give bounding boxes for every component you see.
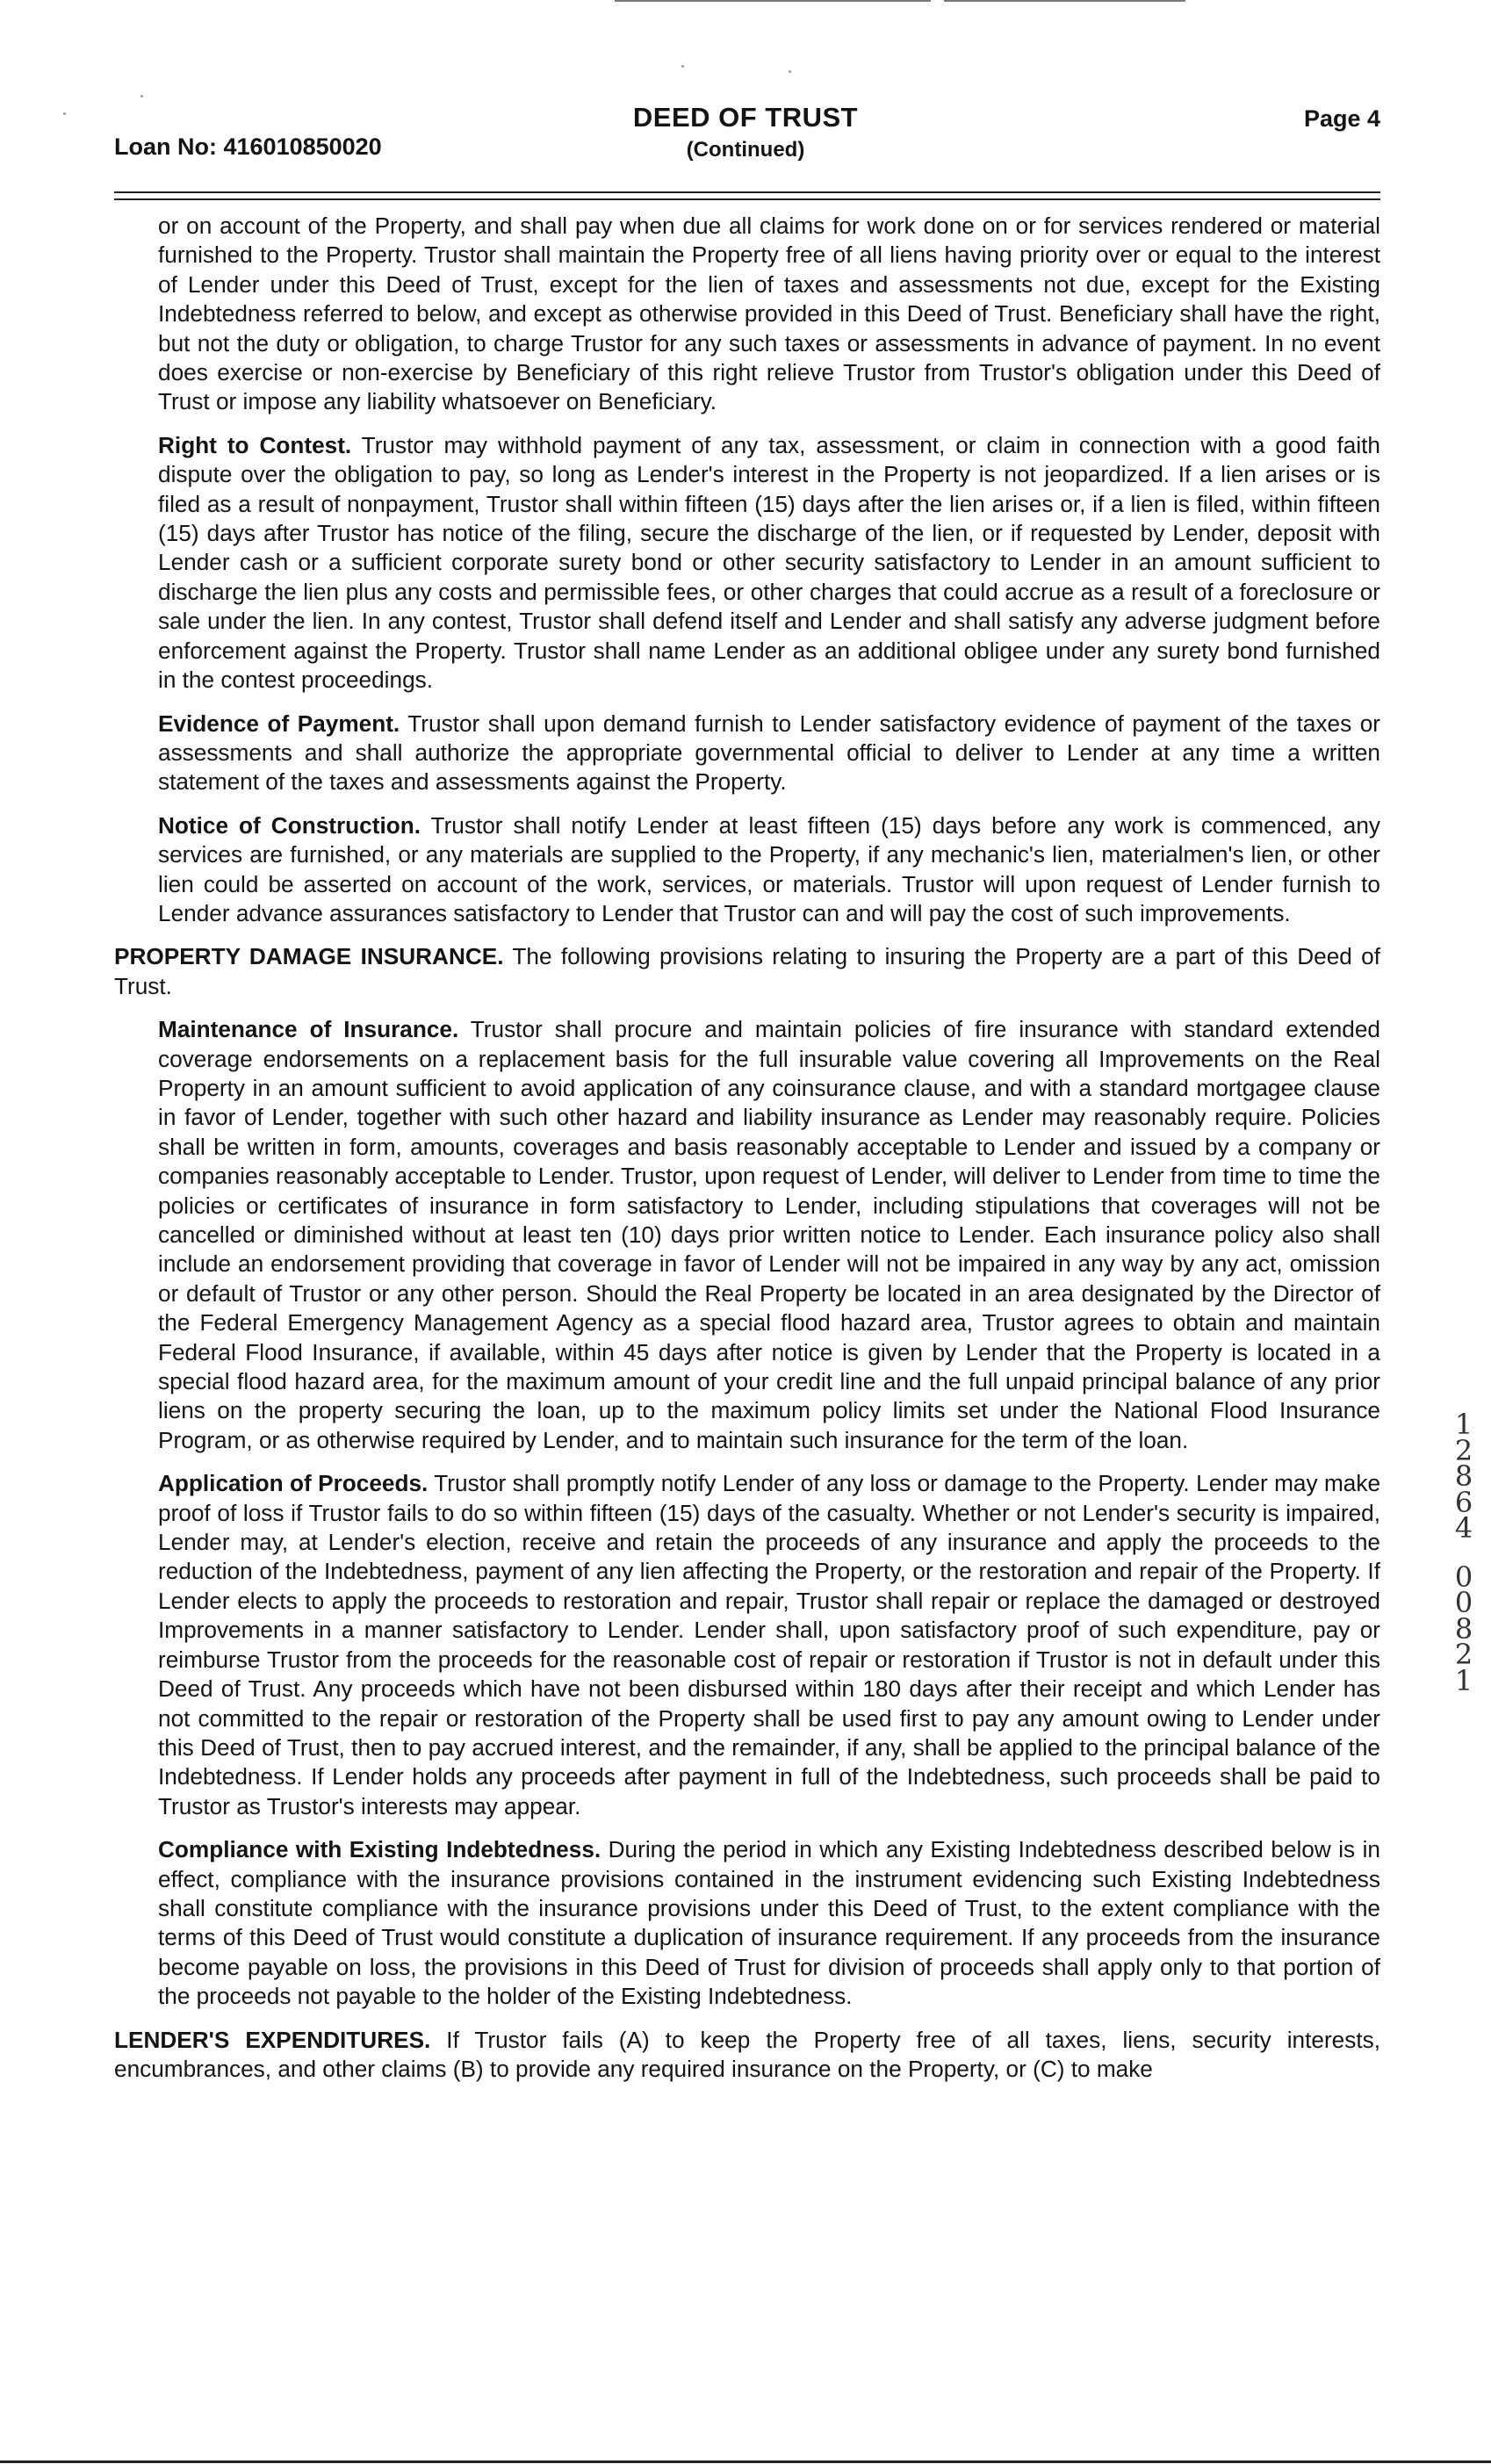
section-heading: Evidence of Payment. [158, 710, 400, 737]
paragraph-maintenance-of-insurance [158, 1015, 1380, 1455]
scan-speck [789, 70, 791, 73]
section-text: Trustor may withhold payment of any tax, assessment, or claim in connection with a good faith dispute over the obligation to pay, so long as Lender's interest in the Property is not jeopardized. If a lien arises or is filed as a result of nonpayment, Trustor shall within fifteen (15) days after the lien arises or, if a lien is filed, within fifteen (15) days after Trustor has notice of the filing, secure the discharge of the lien, or if requested by Lender, deposit with Lender cash or a sufficient corporate surety bond or other security satisfactory to Lender in an amount sufficient to discharge the lien plus any costs and permissible fees, or other charges that could accrue as a result of a foreclosure or sale under the lien. In any contest, Trustor shall defend itself and Lender and shall satisfy any adverse judgment before enforcement against the Property. Trustor shall name Lender as an additional obligee under any surety bond furnished in the contest proceedings. [158, 431, 1381, 694]
paragraph-notice-of-construction [158, 811, 1380, 929]
scan-speck [140, 95, 143, 97]
paragraph-compliance-existing-indebtedness [158, 1835, 1380, 2011]
page-number: Page 4 [1303, 105, 1380, 132]
section-heading: Notice of Construction. [158, 811, 421, 839]
stamp-digit: 4 [1454, 1511, 1473, 1545]
paragraph-evidence-of-payment [158, 710, 1380, 797]
section-heading: Right to Contest. [158, 431, 352, 458]
section-heading: Maintenance of Insurance. [158, 1016, 459, 1043]
section-heading: Compliance with Existing Indebtedness. [158, 1836, 601, 1863]
section-text: Trustor shall procure and maintain policies of fire insurance with standard extended coverage endorsements on a replacement basis for the full insurable value covering all Improvements on the Real Property in an amount sufficient to avoid application of any coinsurance clause, and with a standard mortgagee clause in favor of Lender, together with such other hazard and liability insurance as Lender may reasonably require. Policies shall be written in form, amounts, coverages and basis reasonably acceptable to Lender and issued by a company or companies reasonably acceptable to Lender. Trustor, upon request of Lender, will deliver to Lender from time to time the policies or certificates of insurance in form satisfactory to Lender, including stipulations that coverages will not be cancelled or diminished without at least ten (10) days prior written notice to Lender. Each insurance policy also shall include an endorsement providing that coverage in favor of Lender will not be impaired in any way by any act, omission or default of Trustor or any other person. Should the Real Property be located in an area designated by the Director of the Federal Emergency Management Agency as a special flood hazard area, Trustor agrees to obtain and maintain Federal Flood Insurance, if available, within 45 days after notice is given by Lender that the Property is located in a special flood hazard area, for the maximum amount of your credit line and the full unpaid principal balance of any prior liens on the property securing the loan, up to the maximum policy limits set under the National Flood Insurance Program, or as otherwise required by Lender, and to maintain such insurance for the term of the loan. [158, 1016, 1380, 1453]
stamp-digit: 2 [1454, 1433, 1473, 1467]
header-divider [114, 191, 1380, 193]
recording-stamp-number [1451, 1408, 1477, 1697]
document-body [114, 212, 1380, 2098]
scan-artifact-rule [944, 0, 1185, 2]
section-text: Trustor shall upon demand furnish to Lender satisfactory evidence of payment of the taxes or assessments and shall authorize the appropriate governmental official to deliver to Lender at any time a written statement of the taxes and assessments against the Property. [158, 710, 1380, 796]
paragraph-continued: or on account of the Property, and shall pay when due all claims for work done on or for services rendered or material furnished to the Property. Trustor shall maintain the Property free of all liens having priority over or equal to the interest of Lender under this Deed of Trust, except for the lien of taxes and assessments not due, except for the Existing Indebtedness referred to below, and except as otherwise provided in this Deed of Trust. Beneficiary shall have the right, but not the duty or obligation, to charge Trustor for any such taxes or assessments in advance of payment. In no event does exercise or non-exercise by Beneficiary of this right relieve Trustor from Trustor's obligation under this Deed of Trust or impose any liability whatsoever on Beneficiary. [158, 213, 1380, 415]
stamp-digit: 6 [1454, 1485, 1473, 1519]
paragraph-property-damage-insurance [114, 942, 1380, 1001]
section-text: Trustor shall promptly notify Lender of any loss or damage to the Property. Lender may make proof of loss if Trustor fails to do so within fifteen (15) days of the casualty. Whether or not Lender's security is impaired, Lender may, at Lender's election, receive and retain the proceeds of any insurance and apply the proceeds to the reduction of the Indebtedness, payment of any lien affecting the Property, or the restoration and repair of the Property. If Lender elects to apply the proceeds to restoration and repair, Trustor shall repair or replace the damaged or destroyed Improvements in a manner satisfactory to Lender. Lender shall, upon satisfactory proof of such expenditure, pay or reimburse Trustor from the proceeds for the reasonable cost of repair or restoration if Trustor is not in default under this Deed of Trust. Any proceeds which have not been disbursed within 180 days after their receipt and which Lender has not committed to the repair or restoration of the Property shall be used first to pay any amount owing to Lender under this Deed of Trust, then to pay accrued interest, and the remainder, if any, shall be applied to the principal balance of the Indebtedness. If Lender holds any proceeds after payment in full of the Indebtedness, such proceeds shall be paid to Trustor as Trustor's interests may appear. [158, 1470, 1381, 1819]
section-heading: LENDER'S EXPENDITURES. [114, 2026, 431, 2053]
section-heading: PROPERTY DAMAGE INSURANCE. [114, 943, 504, 970]
paragraph-application-of-proceeds [158, 1469, 1380, 1821]
stamp-digit: 0 [1454, 1586, 1473, 1619]
stamp-digit: 1 [1454, 1663, 1473, 1697]
document-subtitle: (Continued) [686, 138, 805, 162]
paragraph-right-to-contest [158, 431, 1380, 695]
stamp-digit: 0 [1454, 1560, 1473, 1594]
scan-bottom-edge [0, 2460, 1491, 2463]
stamp-digit: 1 [1454, 1408, 1473, 1441]
scan-speck [681, 65, 684, 68]
stamp-digit: 2 [1454, 1638, 1473, 1671]
loan-label: Loan No: [114, 133, 217, 160]
section-heading: Application of Proceeds. [158, 1470, 429, 1497]
stamp-digit: 8 [1454, 1611, 1473, 1646]
document-title: DEED OF TRUST [632, 102, 859, 133]
header-divider [114, 198, 1380, 200]
section-text: Trustor shall notify Lender at least fifteen (15) days before any work is commenced, any services are furnished, or any materials are supplied to the Property, if any mechanic's lien, materialmen's lien, or other lien could be asserted on account of the work, services, or materials. Trustor will upon request of Lender furnish to Lender advance assurances satisfactory to Lender that Trustor can and will pay the cost of such improvements. [158, 811, 1380, 926]
section-text: The following provisions relating to insuring the Property are a part of this Deed of Trust. [114, 943, 1380, 999]
section-text: During the period in which any Existing Indebtedness described below is in effect, compliance with the insurance provisions contained in the instrument evidencing such Existing Indebtedness shall constitute compliance with the insurance provisions under this Deed of Trust, to the extent compliance with the terms of this Deed of Trust would constitute a duplication of insurance requirement. If any proceeds from the insurance become payable on loss, the provisions in this Deed of Trust for division of proceeds shall apply only to that portion of the proceeds not payable to the holder of the Existing Indebtedness. [158, 1836, 1380, 2010]
section-text: If Trustor fails (A) to keep the Property free of all taxes, liens, security interests, encumbrances, and other claims (B) to provide any required insurance on the Property, or (C) to make [114, 2026, 1380, 2082]
paragraph-lenders-expenditures [114, 2026, 1380, 2085]
loan-number-value: 416010850020 [223, 133, 382, 160]
scan-artifact-rule [615, 0, 931, 2]
stamp-digit: 8 [1454, 1459, 1473, 1493]
